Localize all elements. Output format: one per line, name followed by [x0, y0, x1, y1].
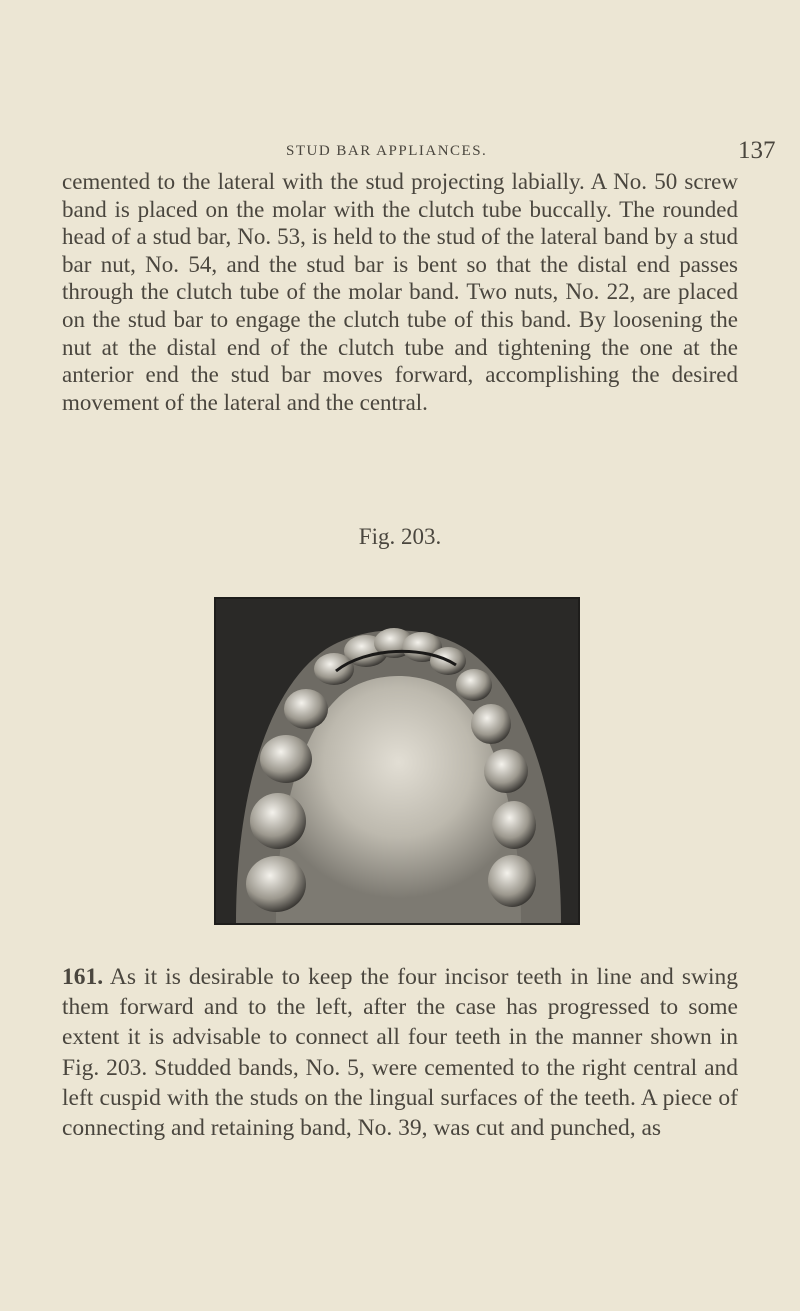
page-number: 137	[738, 137, 776, 164]
paragraph-2	[62, 962, 738, 1143]
paragraph-2-text: As it is desirable to keep the four incisor teeth in line and swing them forward and to the left, after the case has progressed to some extent it is advisable to connect all four teeth in the manner shown in Fig. 203. Studded bands, No. 5, were cemented to the right central and left cuspid with the studs on the lingual surfaces of the teeth. A piece of connecting and retaining band, No. 39, was cut and punched, as	[62, 964, 738, 1142]
running-head-title: STUD BAR APPLIANCES.	[286, 143, 488, 159]
paragraph-1: cemented to the lateral with the stud projecting labially. A No. 50 screw band is placed on the molar with the clutch tube buccally. The rounded head of a stud bar, No. 53, is held to the stud of the lateral band by a stud bar nut, No. 54, and the stud bar is bent so that the distal end passes through the clutch tube of the molar band. Two nuts, No. 22, are placed on the stud bar to engage the clutch tube of this band. By loosening the nut at the distal end of the clutch tube and tightening the one at the anterior end the stud bar moves forward, accomplishing the desired movement of the lateral and the central.	[62, 169, 738, 415]
figure-photograph	[214, 597, 580, 925]
figure-caption: Fig. 203.	[358, 524, 442, 549]
paragraph-number: 161.	[62, 964, 104, 990]
dental-cast-illustration	[216, 599, 578, 923]
